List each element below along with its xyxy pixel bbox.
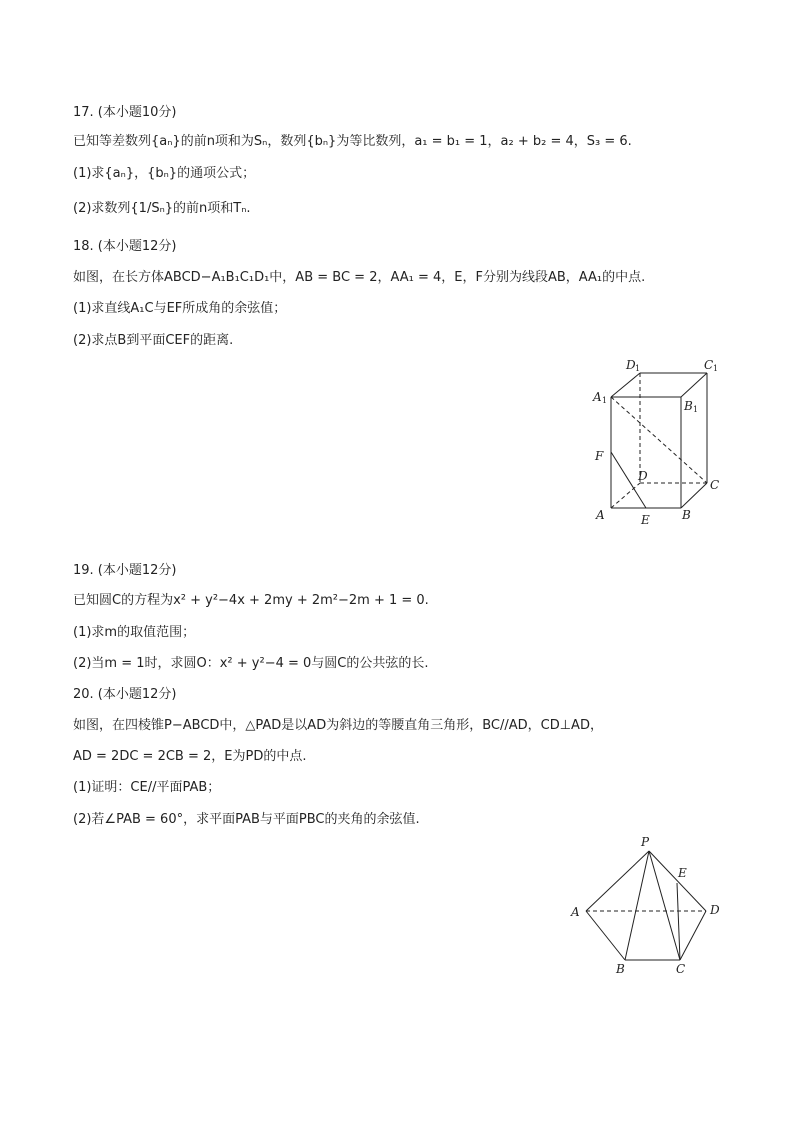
label-B2: B — [616, 962, 625, 976]
q20-part2: (2)若∠PAB = 60°，求平面PAB与平面PBC的夹角的余弦值. — [73, 812, 420, 827]
label-F: F — [595, 449, 604, 463]
q17-part1: (1)求{aₙ}，{bₙ}的通项公式； — [73, 166, 256, 181]
q20-part1: (1)证明：CE//平面PAB； — [73, 780, 221, 795]
label-A2: A — [571, 905, 580, 919]
label-A: A — [596, 508, 605, 522]
label-D2: D — [710, 903, 720, 917]
q17-part2: (2)求数列{1/Sₙ}的前n项和Tₙ. — [73, 201, 251, 216]
label-D: D — [638, 469, 648, 483]
q20-stem-line1: 如图，在四棱锥P−ABCD中，△PAD是以AD为斜边的等腰直角三角形，BC//AD，CD⊥AD， — [73, 718, 603, 733]
q17-header: 17. (本小题10分) — [73, 105, 177, 120]
label-B1-sub: 1 — [693, 405, 699, 414]
q20-pyramid-figure — [565, 830, 730, 980]
q20-stem-line2: AD = 2DC = 2CB = 2，E为PD的中点. — [73, 749, 307, 764]
label-D1: D — [626, 358, 636, 372]
label-C2: C — [676, 962, 686, 976]
q18-cuboid-figure — [585, 352, 725, 532]
label-E: E — [641, 513, 650, 527]
q17-stem: 已知等差数列{aₙ}的前n项和为Sₙ，数列{bₙ}为等比数列，a₁ = b₁ = 1，a₂ + b₂ = 4，S₃ = 6. — [73, 134, 632, 149]
label-C1-sub: 1 — [713, 364, 719, 373]
q19-stem: 已知圆C的方程为x² + y²−4x + 2my + 2m²−2m + 1 = 0. — [73, 593, 429, 608]
label-C: C — [710, 478, 720, 492]
q19-part1: (1)求m的取值范围； — [73, 625, 196, 640]
q19-part2: (2)当m = 1时，求圆O：x² + y²−4 = 0与圆C的公共弦的长. — [73, 656, 429, 671]
q19-header: 19. (本小题12分) — [73, 563, 177, 578]
label-A1: A — [593, 390, 602, 404]
q18-header: 18. (本小题12分) — [73, 239, 177, 254]
label-D1-sub: 1 — [635, 364, 641, 373]
label-P: P — [641, 835, 650, 849]
q18-part1: (1)求直线A₁C与EF所成角的余弦值； — [73, 301, 287, 316]
q18-part2: (2)求点B到平面CEF的距离. — [73, 333, 234, 348]
label-E2: E — [678, 866, 687, 880]
q18-stem: 如图，在长方体ABCD−A₁B₁C₁D₁中，AB = BC = 2，AA₁ = 4，E，F分别为线段AB，AA₁的中点. — [73, 270, 646, 285]
label-C1: C — [704, 358, 714, 372]
q20-header: 20. (本小题12分) — [73, 687, 177, 702]
label-B: B — [682, 508, 691, 522]
label-B1: B — [684, 399, 693, 413]
label-A1-sub: 1 — [602, 396, 608, 405]
